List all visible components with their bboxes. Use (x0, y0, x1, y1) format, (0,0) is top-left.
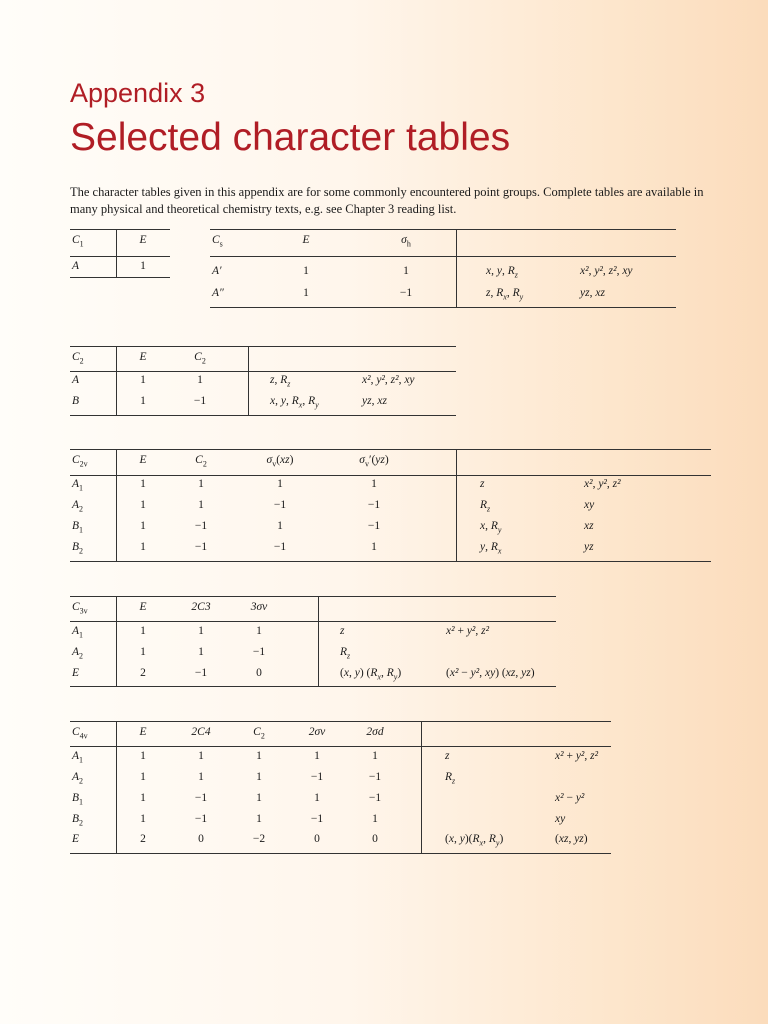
cs-table-cell: yz, xz (580, 287, 605, 299)
c4v-table-cell: −2 (252, 833, 266, 845)
c4v-table-cell: 1 (198, 771, 204, 783)
cs-header-rule (210, 256, 676, 257)
c3v-table-cell: $A_1$ (72, 625, 84, 640)
c4v-table-cell: x² + y², z² (555, 750, 599, 762)
c2v-column-divider (116, 449, 117, 561)
c1-header-cell: $C_1$ (72, 234, 84, 249)
c4v-header-cell: 2σv (308, 726, 326, 738)
c1-top-rule (70, 229, 170, 230)
c3v-column-divider (318, 596, 319, 686)
c2v-table-cell: 1 (277, 478, 283, 490)
c2-top-rule (70, 346, 456, 347)
c2v-table-cell: 1 (140, 520, 146, 532)
c4v-header-rule (70, 746, 611, 747)
c4v-table-cell: x² − y² (555, 792, 585, 804)
c4v-table-cell: 1 (256, 792, 262, 804)
c2-header-cell: E (139, 351, 147, 363)
c2-table-cell: B (72, 395, 80, 407)
c3v-table-cell: $A_2$ (72, 646, 84, 661)
c2v-table-cell: 1 (140, 499, 146, 511)
c2v-header-cell: $C_{2v}$ (72, 454, 88, 469)
c2-header-cell: $C_2$ (72, 351, 84, 366)
c2v-table-cell: yz (584, 541, 594, 553)
c2v-table-cell: $A_1$ (72, 478, 84, 493)
c3v-header-cell: E (139, 601, 147, 613)
cs-table-cell: −1 (399, 287, 413, 299)
cs-table-cell: x², y², z², xy (580, 265, 633, 277)
c2v-top-rule (70, 449, 711, 450)
c4v-header-cell: 2σd (366, 726, 384, 738)
c4v-table-cell: 1 (256, 813, 262, 825)
c3v-table-cell: 1 (256, 625, 262, 637)
c2-table-cell: 1 (140, 374, 146, 386)
c4v-table-cell: 0 (314, 833, 320, 845)
c2v-table-cell: $B_2$ (72, 541, 84, 556)
cs-header-cell: $C_s$ (212, 234, 223, 249)
c2v-table-cell: x, $R_y$ (480, 520, 502, 535)
c2v-table-cell: −1 (367, 520, 381, 532)
cs-table-cell: 1 (303, 265, 309, 277)
c2v-header-cell: $\sigma_v(xz)$ (266, 454, 294, 469)
c1-bottom-rule (70, 277, 170, 278)
c4v-table-cell: 1 (256, 771, 262, 783)
c3v-table-cell: 2 (140, 667, 146, 679)
c3v-table-cell: −1 (252, 646, 266, 658)
c1-column-divider (116, 229, 117, 277)
cs-table-cell: z, $R_x$, $R_y$ (486, 287, 524, 302)
c3v-table-cell: 0 (256, 667, 262, 679)
c4v-table-cell: 1 (372, 750, 378, 762)
c4v-header-cell: $C_{4v}$ (72, 726, 88, 741)
c2-bottom-rule (70, 415, 456, 416)
c4v-table-cell: 1 (198, 750, 204, 762)
c2v-table-cell: 1 (198, 478, 204, 490)
c2v-table-cell: 1 (140, 541, 146, 553)
c4v-table-cell: 1 (140, 771, 146, 783)
c3v-table-cell: 1 (198, 625, 204, 637)
c4v-table-cell: xy (555, 813, 566, 825)
c2v-table-cell: −1 (367, 499, 381, 511)
c4v-table-cell: 1 (140, 792, 146, 804)
cs-header-cell: $\sigma_h$ (401, 234, 411, 249)
c2v-table-cell: 1 (140, 478, 146, 490)
c4v-table-cell: $B_1$ (72, 792, 84, 807)
c1-table-cell: A (72, 260, 80, 272)
c2v-table-cell: z (480, 478, 485, 490)
c4v-table-cell: −1 (368, 771, 382, 783)
cs-table-cell: A″ (212, 287, 224, 299)
cs-top-rule (210, 229, 676, 230)
c2v-table-cell: x², y², z² (584, 478, 621, 490)
c2v-table-cell: 1 (371, 541, 377, 553)
c4v-table-cell: 0 (198, 833, 204, 845)
c3v-table-cell: 1 (140, 625, 146, 637)
c1-header-cell: E (139, 234, 147, 246)
c4v-table-cell: 0 (372, 833, 378, 845)
cs-column-divider (456, 229, 457, 307)
c2v-header-cell: $C_2$ (195, 454, 207, 469)
cs-bottom-rule (210, 307, 676, 308)
c4v-header-cell: $C_2$ (253, 726, 265, 741)
c3v-header-cell: 3σv (250, 601, 268, 613)
c3v-header-cell: $C_{3v}$ (72, 601, 88, 616)
c2v-table-cell: −1 (194, 520, 208, 532)
c4v-table-cell: $R_z$ (445, 771, 456, 786)
c4v-table-cell: $B_2$ (72, 813, 84, 828)
c2-table-cell: A (72, 374, 80, 386)
c4v-table-cell: −1 (368, 792, 382, 804)
c3v-header-cell: 2C3 (191, 601, 211, 613)
c3v-table-cell: (x, y) ($R_x$, $R_y$) (340, 667, 402, 682)
c3v-table-cell: −1 (194, 667, 208, 679)
c4v-table-cell: 2 (140, 833, 146, 845)
c2-column-divider (248, 346, 249, 415)
c2v-table-cell: $R_z$ (480, 499, 491, 514)
c2-table-cell: x², y², z², xy (362, 374, 415, 386)
c3v-header-rule (70, 621, 556, 622)
c4v-table-cell: 1 (314, 792, 320, 804)
c1-header-rule (70, 256, 170, 257)
c2-column-divider (116, 346, 117, 415)
c4v-top-rule (70, 721, 611, 722)
c2v-table-cell: $B_1$ (72, 520, 84, 535)
c2v-header-cell: $\sigma_v'(yz)$ (359, 454, 389, 469)
c4v-table-cell: $A_2$ (72, 771, 84, 786)
c4v-table-cell: 1 (140, 813, 146, 825)
c4v-header-cell: E (139, 726, 147, 738)
c4v-table-cell: E (72, 833, 80, 845)
cs-table-cell: 1 (303, 287, 309, 299)
c2-table-cell: x, y, $R_x$, $R_y$ (270, 395, 319, 410)
c2v-table-cell: y, $R_x$ (480, 541, 502, 556)
c4v-table-cell: (xz, yz) (555, 833, 588, 845)
c3v-bottom-rule (70, 686, 556, 687)
cs-table-cell: A′ (212, 265, 222, 277)
c3v-table-cell: 1 (140, 646, 146, 658)
c2-table-cell: yz, xz (362, 395, 387, 407)
c2v-table-cell: $A_2$ (72, 499, 84, 514)
c2v-table-cell: 1 (277, 520, 283, 532)
c3v-table-cell: (x² − y², xy) (xz, yz) (446, 667, 535, 679)
c3v-table-cell: E (72, 667, 80, 679)
c4v-table-cell: 1 (372, 813, 378, 825)
c2v-table-cell: −1 (273, 541, 287, 553)
c3v-table-cell: z (340, 625, 345, 637)
c3v-table-cell: x² + y², z² (446, 625, 490, 637)
c2-table-cell: z, $R_z$ (270, 374, 291, 389)
c4v-header-cell: 2C4 (191, 726, 211, 738)
c3v-column-divider (116, 596, 117, 686)
c2-header-rule (70, 371, 456, 372)
c2v-table-cell: xz (584, 520, 594, 532)
c1-table-cell: 1 (140, 260, 146, 272)
cs-header-cell: E (302, 234, 310, 246)
appendix-label: Appendix 3 (70, 78, 206, 108)
c2-table-cell: 1 (140, 395, 146, 407)
c4v-table-cell: 1 (256, 750, 262, 762)
c2v-table-cell: 1 (371, 478, 377, 490)
c2v-header-rule (70, 475, 711, 476)
c4v-table-cell: z (445, 750, 450, 762)
c4v-table-cell: (x, $y)(R_x$, $R_y$) (445, 833, 504, 848)
c4v-table-cell: −1 (310, 813, 324, 825)
c2v-table-cell: −1 (194, 541, 208, 553)
c2-table-cell: 1 (197, 374, 203, 386)
c4v-column-divider (116, 721, 117, 853)
c4v-table-cell: 1 (314, 750, 320, 762)
c2-header-cell: $C_2$ (194, 351, 206, 366)
c4v-table-cell: $A_1$ (72, 750, 84, 765)
c4v-table-cell: 1 (140, 750, 146, 762)
c4v-table-cell: −1 (194, 813, 208, 825)
cs-table-cell: x, y, $R_z$ (486, 265, 518, 280)
page-title: Selected character tables (70, 116, 511, 159)
c2v-table-cell: −1 (273, 499, 287, 511)
c3v-top-rule (70, 596, 556, 597)
cs-table-cell: 1 (403, 265, 409, 277)
c3v-table-cell: 1 (198, 646, 204, 658)
c2v-header-cell: E (139, 454, 147, 466)
c2-table-cell: −1 (193, 395, 207, 407)
c4v-table-cell: −1 (310, 771, 324, 783)
c2v-bottom-rule (70, 561, 711, 562)
c3v-table-cell: $R_z$ (340, 646, 351, 661)
c4v-column-divider (421, 721, 422, 853)
c4v-table-cell: −1 (194, 792, 208, 804)
c2v-column-divider (456, 449, 457, 561)
c2v-table-cell: 1 (198, 499, 204, 511)
c2v-table-cell: xy (584, 499, 595, 511)
intro-paragraph: The character tables given in this appendix are for some commonly encountered point groups. Complete tables are available in many physical and theoretical chemistry texts, e.g. see Chapter 3 reading list. (70, 185, 704, 216)
c4v-bottom-rule (70, 853, 611, 854)
